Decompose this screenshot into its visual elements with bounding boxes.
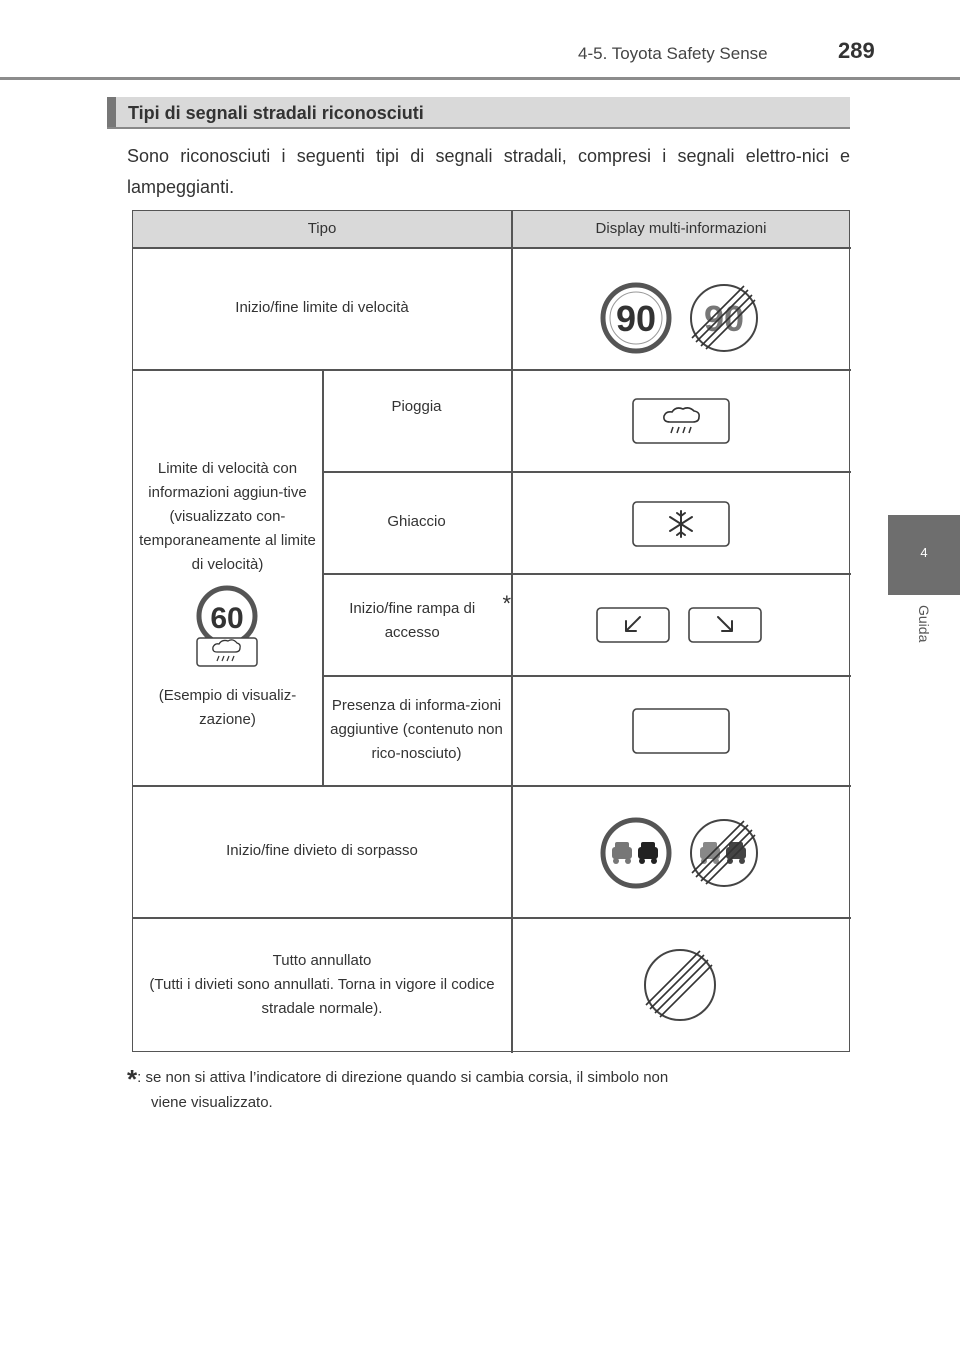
page-number: 289 bbox=[838, 38, 875, 63]
sign-types-table bbox=[132, 210, 850, 1052]
svg-text:60: 60 bbox=[210, 602, 244, 635]
type-ice: Ghiaccio bbox=[387, 513, 446, 530]
type-rain: Pioggia bbox=[391, 398, 442, 415]
running-header: 4-5. Toyota Safety Sense bbox=[578, 44, 768, 63]
type-unrecognized-info: Presenza di informa-zioni aggiuntive (contenuto non rico-nosciuto) bbox=[330, 697, 503, 762]
footnote-star: * bbox=[127, 1064, 138, 1094]
chapter-label: Guida bbox=[916, 605, 932, 643]
no-overtaking-icon bbox=[600, 817, 672, 889]
end-no-overtaking-icon bbox=[688, 817, 760, 889]
footnote-continuation: viene visualizzato. bbox=[151, 1094, 273, 1111]
section-heading bbox=[107, 97, 850, 129]
intro-paragraph: Sono riconosciuti i seguenti tipi di segnali stradali, compresi i segnali elettro-nici e lampeggianti. bbox=[127, 146, 850, 197]
blank-panel-icon bbox=[632, 708, 730, 754]
section-heading-rule bbox=[107, 127, 850, 129]
example-combined-sign-icon bbox=[195, 586, 259, 668]
section-heading-accent bbox=[107, 97, 116, 129]
footnote-marker: * bbox=[502, 591, 511, 616]
example-caption: (Esempio di visualiz-zazione) bbox=[158, 687, 297, 728]
header-tipo: Tipo bbox=[307, 220, 337, 237]
svg-text:90: 90 bbox=[703, 298, 745, 339]
footnote-text: : se non si attiva l’indicatore di direzione quando si cambia corsia, il simbolo non bbox=[137, 1069, 669, 1086]
ramp-right-arrow-icon bbox=[688, 607, 762, 643]
chapter-tab[interactable] bbox=[888, 515, 960, 595]
ramp-left-arrow-icon bbox=[596, 607, 670, 643]
group-additional-info: Limite di velocità con informazioni aggiun-tive (visualizzato con-temporaneamente al limite di velocità) bbox=[139, 460, 316, 573]
chapter-number: 4 bbox=[920, 545, 928, 560]
type-ramp-label: Inizio/fine rampa di accesso bbox=[349, 600, 476, 641]
end-all-restrictions-icon bbox=[642, 947, 718, 1023]
type-ramp bbox=[322, 591, 511, 647]
speed-limit-90-icon bbox=[600, 282, 672, 354]
footnote bbox=[127, 1066, 850, 1114]
type-end-all-restrictions: Tutto annullato (Tutti i divieti sono annullati. Torna in vigore il codice stradale normale). bbox=[149, 952, 495, 1017]
column-divider bbox=[511, 211, 513, 1053]
section-title: Tipi di segnali stradali riconosciuti bbox=[128, 103, 424, 123]
type-no-overtaking: Inizio/fine divieto di sorpasso bbox=[226, 842, 418, 859]
header-display: Display multi-informazioni bbox=[595, 220, 767, 237]
svg-text:90: 90 bbox=[615, 298, 657, 339]
type-speed-limit: Inizio/fine limite di velocità bbox=[235, 299, 409, 316]
row-divider bbox=[322, 573, 851, 575]
ice-panel-icon bbox=[632, 501, 730, 547]
rain-panel-icon bbox=[632, 398, 730, 444]
end-speed-limit-90-icon bbox=[688, 282, 760, 354]
header-divider bbox=[0, 77, 960, 80]
